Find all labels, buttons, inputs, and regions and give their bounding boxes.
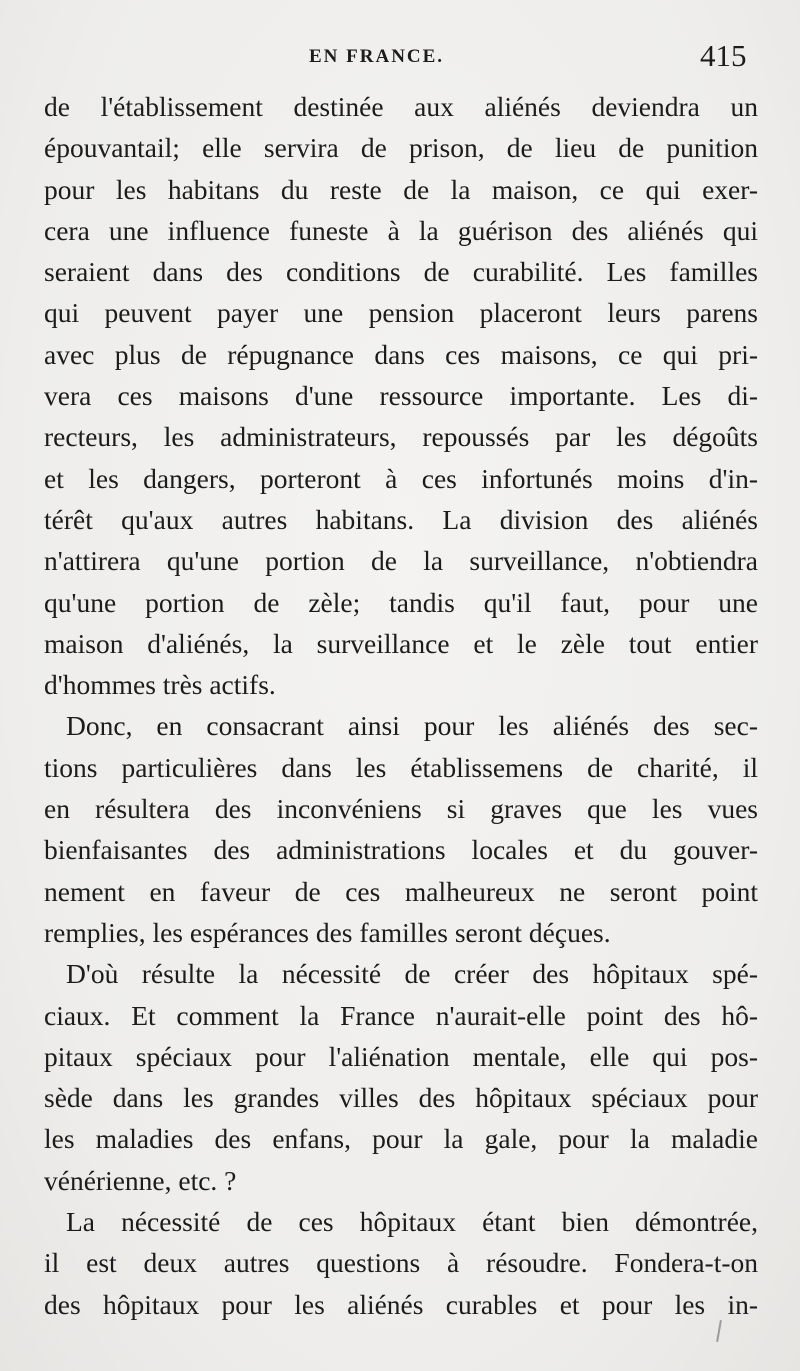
text-line: pitaux spéciaux pour l'aliénation mentale, elle qui pos- — [44, 1040, 758, 1072]
text-line: qui peuvent payer une pension placeront leurs parens — [44, 297, 758, 329]
text-line: et les dangers, porteront à ces infortunés moins d'in- — [44, 462, 758, 494]
text-line: de l'établissement destinée aux aliénés deviendra un — [44, 91, 758, 122]
text-line: les maladies des enfans, pour la gale, pour la maladie — [44, 1123, 758, 1155]
text-line: d'hommes très actifs. — [44, 669, 276, 701]
text-line: seraient dans des conditions de curabilité. Les familles — [44, 256, 758, 288]
text-line: des hôpitaux pour les aliénés curables et pour les in- — [44, 1288, 758, 1320]
text-line: tions particulières dans les établissemens de charité, il — [44, 751, 758, 783]
page-number: 415 — [700, 38, 747, 73]
body-text — [44, 86, 758, 1325]
text-line: avec plus de répugnance dans ces maisons, ce qui pri- — [44, 338, 758, 370]
text-line: remplies, les espérances des familles seront déçues. — [44, 916, 611, 948]
text-line: n'attirera qu'une portion de la surveillance, n'obtiendra — [44, 545, 758, 577]
text-line: pour les habitans du reste de la maison, ce qui exer- — [44, 173, 758, 205]
text-line: qu'une portion de zèle; tandis qu'il faut, pour une — [44, 586, 758, 618]
text-line: cera une influence funeste à la guérison des aliénés qui — [44, 214, 758, 246]
running-title: EN FRANCE. — [309, 46, 445, 67]
text-line: vera ces maisons d'une ressource importante. Les di- — [44, 380, 758, 412]
running-header — [0, 40, 800, 80]
text-line: sède dans les grandes villes des hôpitaux spéciaux pour — [44, 1082, 758, 1114]
text-line: vénérienne, etc. ? — [44, 1164, 237, 1196]
paragraph-first-line: La nécessité de ces hôpitaux étant bien démontrée, — [66, 1206, 758, 1238]
text-line: nement en faveur de ces malheureux ne seront point — [44, 875, 758, 907]
text-line: maison d'aliénés, la surveillance et le zèle tout entier — [44, 627, 758, 659]
paragraph-first-line: Donc, en consacrant ainsi pour les aliénés des sec- — [66, 710, 758, 742]
paragraph-first-line: D'où résulte la nécessité de créer des hôpitaux spé- — [66, 958, 758, 990]
text-line: ciaux. Et comment la France n'aurait-elle point des hô- — [44, 999, 758, 1031]
text-line: il est deux autres questions à résoudre. Fondera-t-on — [44, 1247, 758, 1279]
text-line: recteurs, les administrateurs, repoussés par les dégoûts — [44, 421, 758, 453]
text-line: bienfaisantes des administrations locales et du gouver- — [44, 834, 758, 866]
text-line: épouvantail; elle servira de prison, de lieu de punition — [44, 132, 758, 164]
text-line: en résultera des inconvéniens si graves que les vues — [44, 793, 758, 825]
text-line: térêt qu'aux autres habitans. La division des aliénés — [44, 503, 758, 535]
